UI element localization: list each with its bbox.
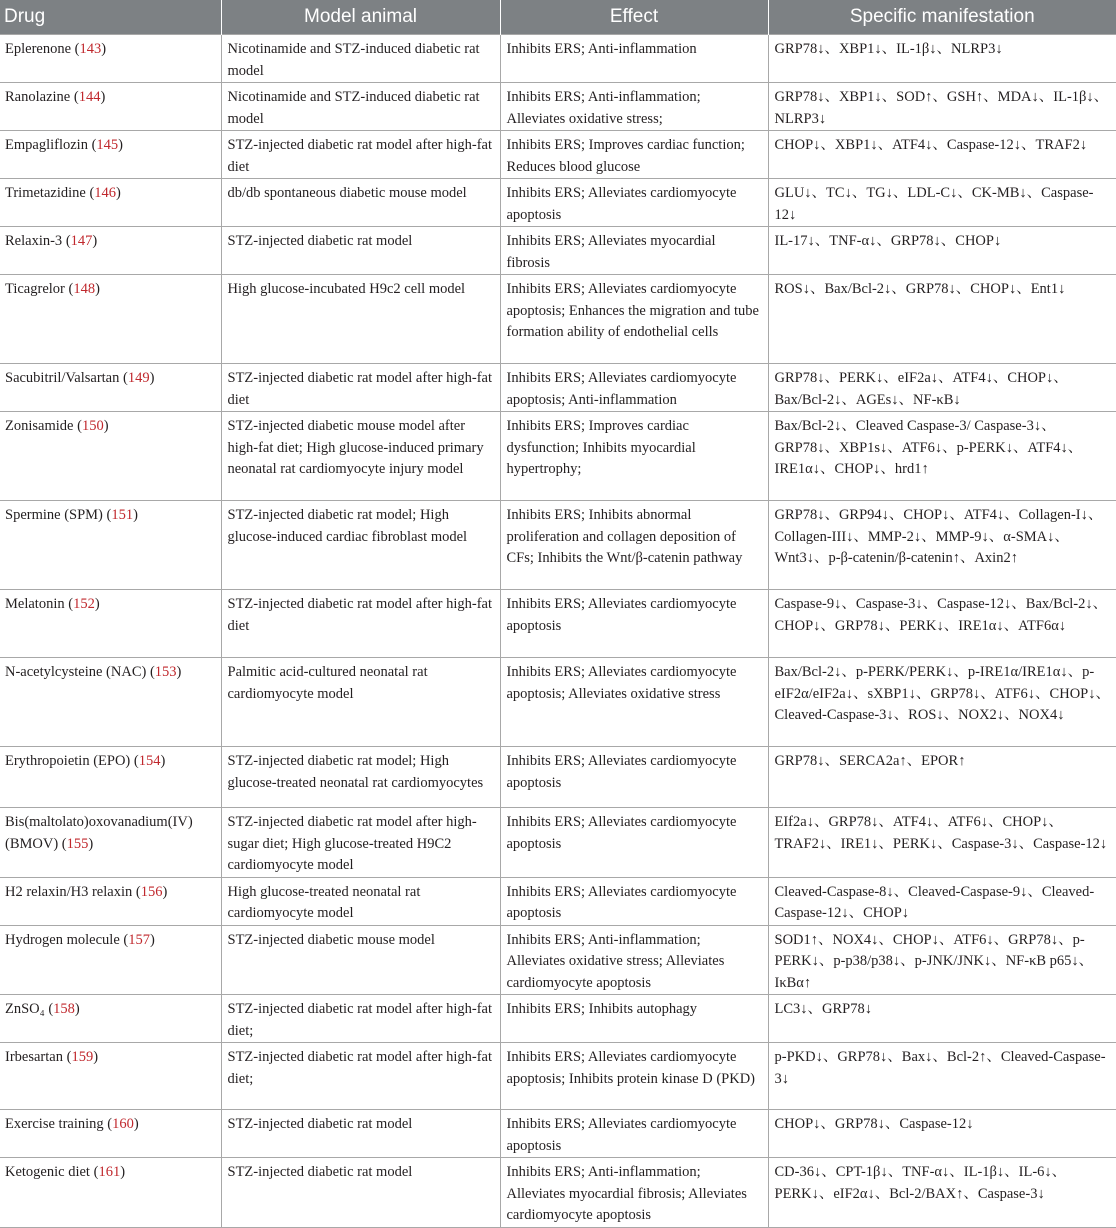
drug-cell: Ranolazine (144)	[0, 83, 221, 131]
drug-cell: Exercise training (160)	[0, 1110, 221, 1158]
table-row	[0, 1158, 1116, 1228]
table-row	[0, 1043, 1116, 1110]
specific-manifestation-cell: LC3↓、GRP78↓	[768, 995, 1116, 1043]
header-model-animal: Model animal	[221, 0, 500, 35]
drug-cell: Sacubitril/Valsartan (149)	[0, 364, 221, 412]
specific-manifestation-cell: EIf2a↓、GRP78↓、ATF4↓、ATF6↓、CHOP↓、TRAF2↓、IRE1↓、PERK↓、Caspase-3↓、Caspase-12↓	[768, 808, 1116, 878]
header-effect: Effect	[500, 0, 768, 35]
model-animal-cell: STZ-injected diabetic rat model after high-sugar diet; High glucose-treated H9C2 cardiomyocyte model	[221, 808, 500, 878]
table-row	[0, 35, 1116, 83]
table-row	[0, 877, 1116, 925]
reference-link[interactable]: 154	[138, 753, 161, 769]
table-row	[0, 131, 1116, 179]
drug-cell: Erythropoietin (EPO) (154)	[0, 747, 221, 808]
drug-cell: Zonisamide (150)	[0, 412, 221, 501]
specific-manifestation-cell: GRP78↓、GRP94↓、CHOP↓、ATF4↓、Collagen-I↓、Collagen-III↓、MMP-2↓、MMP-9↓、α-SMA↓、Wnt3↓、p-β-catenin/β-catenin↑、Axin2↑	[768, 501, 1116, 590]
drug-name: Ranolazine	[5, 89, 71, 105]
model-animal-cell: Nicotinamide and STZ-induced diabetic rat model	[221, 83, 500, 131]
drug-cell: H2 relaxin/H3 relaxin (156)	[0, 877, 221, 925]
effect-cell: Inhibits ERS; Improves cardiac dysfunction; Inhibits myocardial hypertrophy;	[500, 412, 768, 501]
drug-cell: Trimetazidine (146)	[0, 179, 221, 227]
effect-cell: Inhibits ERS; Inhibits autophagy	[500, 995, 768, 1043]
drug-cell: Ticagrelor (148)	[0, 275, 221, 364]
drug-name: Ticagrelor	[5, 281, 65, 297]
drug-cell: N-acetylcysteine (NAC) (153)	[0, 658, 221, 747]
reference-link[interactable]: 153	[154, 664, 177, 680]
effect-cell: Inhibits ERS; Anti-inflammation; Alleviates oxidative stress;	[500, 83, 768, 131]
reference-link[interactable]: 160	[112, 1116, 134, 1132]
specific-manifestation-cell: ROS↓、Bax/Bcl-2↓、GRP78↓、CHOP↓、Ent1↓	[768, 275, 1116, 364]
table-row	[0, 412, 1116, 501]
drug-name: Erythropoietin (EPO)	[5, 753, 131, 769]
specific-manifestation-cell: Cleaved-Caspase-8↓、Cleaved-Caspase-9↓、Cleaved-Caspase-12↓、CHOP↓	[768, 877, 1116, 925]
effect-cell: Inhibits ERS; Alleviates cardiomyocyte apoptosis; Alleviates oxidative stress	[500, 658, 768, 747]
drug-cell: Bis(maltolato)oxovanadium(IV) (BMOV) (155)	[0, 808, 221, 878]
drug-cell: Hydrogen molecule (157)	[0, 925, 221, 995]
reference-link[interactable]: 151	[111, 507, 134, 523]
drug-cell: Melatonin (152)	[0, 590, 221, 658]
specific-manifestation-cell: CHOP↓、XBP1↓、ATF4↓、Caspase-12↓、TRAF2↓	[768, 131, 1116, 179]
specific-manifestation-cell: GRP78↓、XBP1↓、SOD↑、GSH↑、MDA↓、IL-1β↓、NLRP3↓	[768, 83, 1116, 131]
reference-link[interactable]: 145	[96, 137, 119, 153]
model-animal-cell: High glucose-treated neonatal rat cardiomyocyte model	[221, 877, 500, 925]
model-animal-cell: STZ-injected diabetic rat model	[221, 1158, 500, 1228]
reference-link[interactable]: 147	[70, 233, 93, 249]
drug-cell: Eplerenone (143)	[0, 35, 221, 83]
specific-manifestation-cell: GRP78↓、SERCA2a↑、EPOR↑	[768, 747, 1116, 808]
specific-manifestation-cell: SOD1↑、NOX4↓、CHOP↓、ATF6↓、GRP78↓、p-PERK↓、p-p38/p38↓、p-JNK/JNK↓、NF-κB p65↓、IκBα↑	[768, 925, 1116, 995]
table-row	[0, 808, 1116, 878]
reference-link[interactable]: 149	[127, 370, 150, 386]
model-animal-cell: High glucose-incubated H9c2 cell model	[221, 275, 500, 364]
reference-link[interactable]: 161	[98, 1164, 121, 1180]
drug-name: Zonisamide	[5, 418, 74, 434]
drug-name: Relaxin-3	[5, 233, 63, 249]
reference-link[interactable]: 157	[128, 931, 150, 948]
specific-manifestation-cell: IL-17↓、TNF-α↓、GRP78↓、CHOP↓	[768, 227, 1116, 275]
effect-cell: Inhibits ERS; Alleviates cardiomyocyte apoptosis	[500, 808, 768, 878]
reference-link[interactable]: 159	[71, 1049, 94, 1065]
drug-name: H2 relaxin/H3 relaxin	[5, 883, 133, 900]
drug-name: Spermine (SPM)	[5, 507, 103, 523]
specific-manifestation-cell: Caspase-9↓、Caspase-3↓、Caspase-12↓、Bax/Bcl-2↓、CHOP↓、GRP78↓、PERK↓、IRE1α↓、ATF6α↓	[768, 590, 1116, 658]
specific-manifestation-cell: p-PKD↓、GRP78↓、Bax↓、Bcl-2↑、Cleaved-Caspase-3↓	[768, 1043, 1116, 1110]
model-animal-cell: STZ-injected diabetic rat model	[221, 227, 500, 275]
table-header	[0, 0, 1116, 35]
reference-link[interactable]: 144	[78, 89, 101, 105]
table-row	[0, 364, 1116, 412]
drug-name: Eplerenone	[5, 41, 72, 57]
drug-cell: Spermine (SPM) (151)	[0, 501, 221, 590]
specific-manifestation-cell: Bax/Bcl-2↓、Cleaved Caspase-3/ Caspase-3↓、GRP78↓、XBP1s↓、ATF6↓、p-PERK↓、ATF4↓、IRE1α↓、CHOP↓、hrd1↑	[768, 412, 1116, 501]
effect-cell: Inhibits ERS; Anti-inflammation; Alleviates myocardial fibrosis; Alleviates cardiomyocyte apoptosis	[500, 1158, 768, 1228]
model-animal-cell: STZ-injected diabetic rat model after high-fat diet	[221, 131, 500, 179]
table-row	[0, 501, 1116, 590]
reference-link[interactable]: 152	[73, 596, 95, 612]
table-body	[0, 35, 1116, 1228]
drug-name: Hydrogen molecule	[5, 931, 120, 948]
table-row	[0, 1110, 1116, 1158]
model-animal-cell: STZ-injected diabetic rat model; High glucose-induced cardiac fibroblast model	[221, 501, 500, 590]
model-animal-cell: Nicotinamide and STZ-induced diabetic rat model	[221, 35, 500, 83]
model-animal-cell: STZ-injected diabetic mouse model after high-fat diet; High glucose-induced primary neonatal rat cardiomyocyte injury model	[221, 412, 500, 501]
model-animal-cell: STZ-injected diabetic rat model; High glucose-treated neonatal rat cardiomyocytes	[221, 747, 500, 808]
specific-manifestation-cell: GRP78↓、PERK↓、eIF2a↓、ATF4↓、CHOP↓、Bax/Bcl-2↓、AGEs↓、NF-κB↓	[768, 364, 1116, 412]
reference-link[interactable]: 158	[53, 1001, 75, 1017]
drug-name: Trimetazidine	[5, 185, 86, 201]
reference-link[interactable]: 155	[66, 835, 89, 852]
effect-cell: Inhibits ERS; Anti-inflammation	[500, 35, 768, 83]
drug-cell: Irbesartan (159)	[0, 1043, 221, 1110]
effect-cell: Inhibits ERS; Inhibits abnormal proliferation and collagen deposition of CFs; Inhibits the Wnt/β-catenin pathway	[500, 501, 768, 590]
model-animal-cell: STZ-injected diabetic rat model after high-fat diet	[221, 364, 500, 412]
effect-cell: Inhibits ERS; Improves cardiac function; Reduces blood glucose	[500, 131, 768, 179]
table-row	[0, 179, 1116, 227]
table-row	[0, 925, 1116, 995]
drug-cell: ZnSO₄ (158)	[0, 995, 221, 1043]
table-row	[0, 227, 1116, 275]
drug-name: ZnSO₄	[5, 1001, 45, 1017]
table-row	[0, 658, 1116, 747]
header-specific-manifestation: Specific manifestation	[768, 0, 1116, 35]
model-animal-cell: STZ-injected diabetic rat model after high-fat diet;	[221, 1043, 500, 1110]
effect-cell: Inhibits ERS; Alleviates cardiomyocyte apoptosis	[500, 179, 768, 227]
drug-name: Ketogenic diet	[5, 1164, 90, 1180]
effect-cell: Inhibits ERS; Alleviates myocardial fibrosis	[500, 227, 768, 275]
drug-cell: Relaxin-3 (147)	[0, 227, 221, 275]
drug-name: Sacubitril/Valsartan	[5, 370, 120, 386]
drug-name: Irbesartan	[5, 1049, 63, 1065]
specific-manifestation-cell: Bax/Bcl-2↓、p-PERK/PERK↓、p-IRE1α/IRE1α↓、p-eIF2α/eIF2a↓、sXBP1↓、GRP78↓、ATF6↓、CHOP↓、Cleaved-Caspase-3↓、ROS↓、NOX2↓、NOX4↓	[768, 658, 1116, 747]
table-row	[0, 747, 1116, 808]
effect-cell: Inhibits ERS; Alleviates cardiomyocyte apoptosis	[500, 1110, 768, 1158]
drug-cell: Empagliflozin (145)	[0, 131, 221, 179]
effect-cell: Inhibits ERS; Alleviates cardiomyocyte apoptosis; Anti-inflammation	[500, 364, 768, 412]
reference-link[interactable]: 148	[73, 281, 96, 297]
specific-manifestation-cell: CHOP↓、GRP78↓、Caspase-12↓	[768, 1110, 1116, 1158]
effect-cell: Inhibits ERS; Alleviates cardiomyocyte apoptosis; Enhances the migration and tube formation ability of endothelial cells	[500, 275, 768, 364]
table-row	[0, 275, 1116, 364]
model-animal-cell: db/db spontaneous diabetic mouse model	[221, 179, 500, 227]
reference-link[interactable]: 146	[94, 185, 117, 201]
model-animal-cell: Palmitic acid-cultured neonatal rat cardiomyocyte model	[221, 658, 500, 747]
header-drug: Drug	[0, 0, 221, 35]
drug-name: Bis(maltolato)oxovanadium(IV) (BMOV)	[5, 814, 193, 852]
drug-cell: Ketogenic diet (161)	[0, 1158, 221, 1228]
header-row	[0, 0, 1116, 35]
specific-manifestation-cell: GLU↓、TC↓、TG↓、LDL-C↓、CK-MB↓、Caspase-12↓	[768, 179, 1116, 227]
table-row	[0, 83, 1116, 131]
table-row	[0, 590, 1116, 658]
reference-link[interactable]: 156	[140, 883, 163, 900]
drug-name: Empagliflozin	[5, 137, 88, 153]
table-row	[0, 995, 1116, 1043]
model-animal-cell: STZ-injected diabetic rat model after high-fat diet;	[221, 995, 500, 1043]
effect-cell: Inhibits ERS; Alleviates cardiomyocyte apoptosis	[500, 747, 768, 808]
specific-manifestation-cell: GRP78↓、XBP1↓、IL-1β↓、NLRP3↓	[768, 35, 1116, 83]
model-animal-cell: STZ-injected diabetic rat model	[221, 1110, 500, 1158]
reference-link[interactable]: 150	[81, 418, 104, 434]
effect-cell: Inhibits ERS; Alleviates cardiomyocyte apoptosis; Inhibits protein kinase D (PKD)	[500, 1043, 768, 1110]
model-animal-cell: STZ-injected diabetic rat model after high-fat diet	[221, 590, 500, 658]
model-animal-cell: STZ-injected diabetic mouse model	[221, 925, 500, 995]
effect-cell: Inhibits ERS; Anti-inflammation; Alleviates oxidative stress; Alleviates cardiomyocyte apoptosis	[500, 925, 768, 995]
drug-name: Exercise training	[5, 1116, 104, 1132]
drug-name: Melatonin	[5, 596, 65, 612]
reference-link[interactable]: 143	[79, 41, 102, 57]
effect-cell: Inhibits ERS; Alleviates cardiomyocyte apoptosis	[500, 877, 768, 925]
drug-name: N-acetylcysteine (NAC)	[5, 664, 147, 680]
effect-cell: Inhibits ERS; Alleviates cardiomyocyte apoptosis	[500, 590, 768, 658]
specific-manifestation-cell: CD-36↓、CPT-1β↓、TNF-α↓、IL-1β↓、IL-6↓、PERK↓、eIF2α↓、Bcl-2/BAX↑、Caspase-3↓	[768, 1158, 1116, 1228]
